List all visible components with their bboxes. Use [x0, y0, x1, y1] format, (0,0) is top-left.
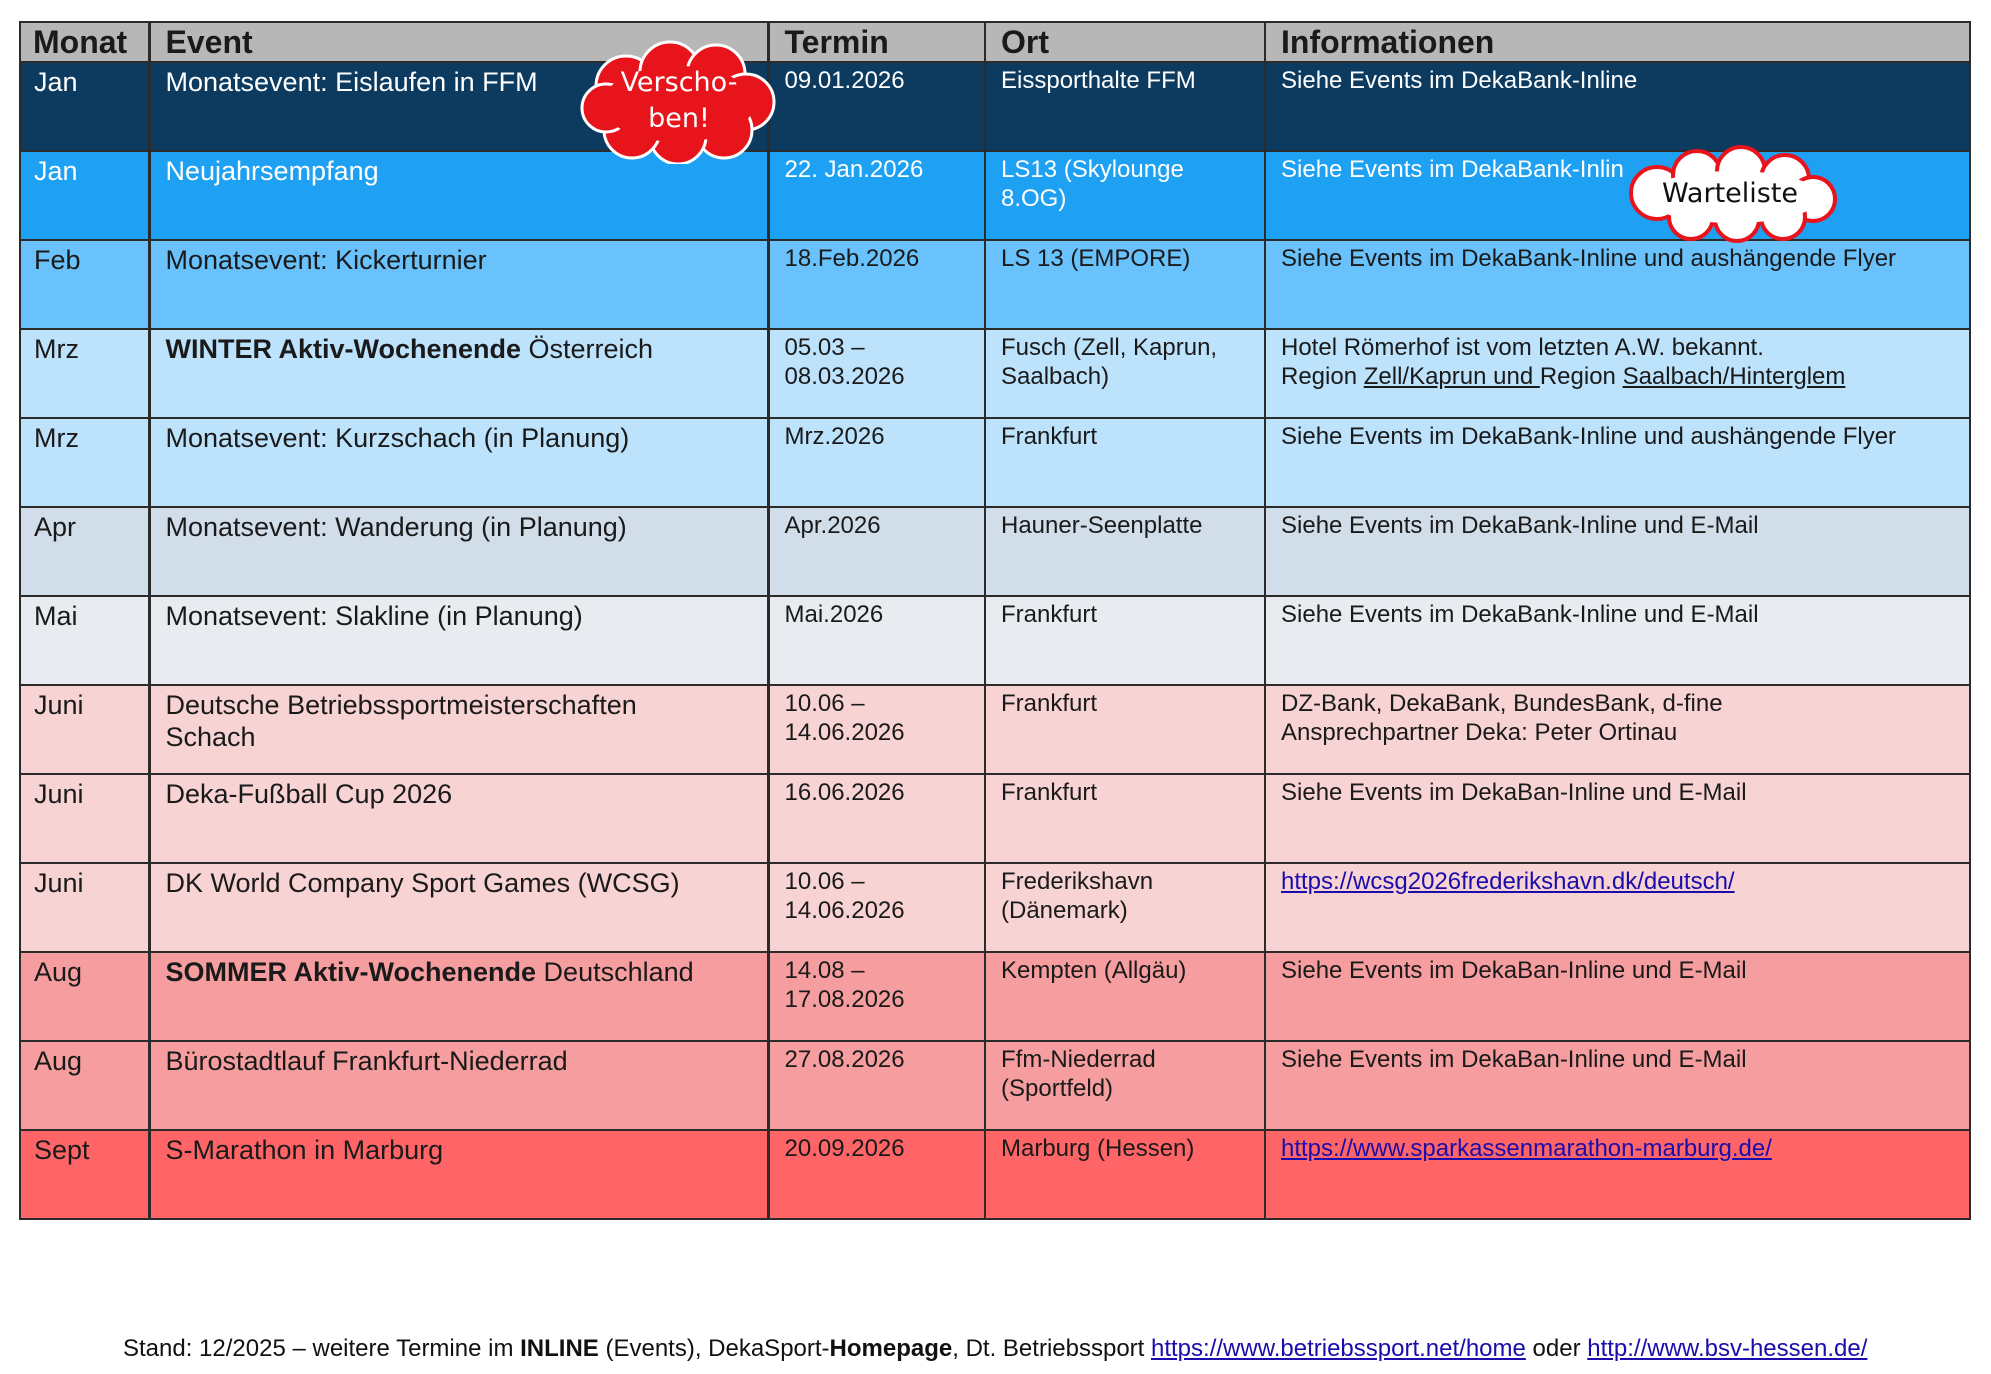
- cell-month: Juni: [20, 774, 149, 863]
- text-run: Stand: 12/2025 – weitere Termine im: [123, 1335, 521, 1362]
- text-run: Zell/Kaprun und: [1363, 363, 1540, 390]
- table-row: [20, 952, 1970, 1041]
- cell-line: 16.06.2026: [784, 779, 905, 806]
- text-run: Siehe Events im DekaBan-Inline und E-Mail: [1281, 779, 1747, 806]
- cell-line: [166, 333, 767, 365]
- cell-line: [1281, 333, 1969, 362]
- waitlist-label: Warteliste: [1661, 177, 1799, 209]
- text-run: Deutschland: [536, 957, 694, 987]
- waitlist-callout: [1613, 143, 1847, 243]
- text-run: Ansprechpartner Deka: Peter Ortinau: [1281, 719, 1678, 746]
- text-run: Siehe Events im DekaBank-Inline und aushängende Flyer: [1281, 245, 1897, 272]
- text-run: DZ-Bank, DekaBank, BundesBank, d-fine: [1281, 690, 1723, 717]
- cell-line: Ffm-Niederrad: [1001, 1046, 1156, 1073]
- cell-info: [1265, 863, 1970, 952]
- text-run: Siehe Events im DekaBank-Inline: [1281, 67, 1638, 94]
- cell-month: Aug: [20, 1041, 149, 1130]
- info-link[interactable]: https://wcsg2026frederikshavn.dk/deutsch/: [1281, 868, 1735, 895]
- cell-date: [768, 151, 985, 240]
- cell-line: LS 13 (EMPORE): [1001, 245, 1191, 272]
- text-run: Siehe Events im DekaBank-Inline und aushängende Flyer: [1281, 423, 1897, 450]
- cell-date: [768, 329, 985, 418]
- table-row: [20, 240, 1970, 329]
- cell-line: [166, 244, 767, 276]
- cell-event: [149, 863, 768, 952]
- cell-event: [149, 507, 768, 596]
- text-run: Siehe Events im DekaBank-Inlin: [1281, 156, 1624, 183]
- cell-line: Frankfurt: [1001, 423, 1098, 450]
- cell-location: [985, 62, 1265, 151]
- info-link[interactable]: https://www.betriebssport.net/home: [1151, 1335, 1526, 1362]
- cell-line: Frederikshavn: [1001, 868, 1154, 895]
- header-info: Informationen: [1265, 22, 1970, 62]
- header-date: Termin: [768, 22, 985, 62]
- cell-line: LS13 (Skylounge: [1001, 156, 1184, 183]
- cell-line: 27.08.2026: [784, 1046, 905, 1073]
- cell-location: [985, 774, 1265, 863]
- cell-line: 14.06.2026: [784, 719, 905, 746]
- cell-line: (Sportfeld): [1001, 1075, 1114, 1102]
- cell-month: Jan: [20, 151, 149, 240]
- cell-line: 14.06.2026: [784, 897, 905, 924]
- cell-info: [1265, 329, 1970, 418]
- text-run: SOMMER Aktiv-Wochenende: [165, 957, 537, 987]
- cell-date: [768, 507, 985, 596]
- text-run: DK World Company Sport Games (WCSG): [165, 868, 680, 898]
- cell-location: [985, 596, 1265, 685]
- cell-location: [985, 685, 1265, 774]
- cell-line: [1281, 66, 1969, 95]
- cell-date: [768, 596, 985, 685]
- table-row: [20, 329, 1970, 418]
- text-run: Monatsevent: Kickerturnier: [165, 245, 487, 275]
- cell-event: [149, 240, 768, 329]
- cell-line: (Dänemark): [1001, 897, 1128, 924]
- cell-location: [985, 240, 1265, 329]
- cell-month: Mrz: [20, 418, 149, 507]
- cell-line: [1281, 778, 1969, 807]
- cell-location: [985, 1041, 1265, 1130]
- cell-month: Mai: [20, 596, 149, 685]
- cell-line: [1281, 718, 1969, 747]
- cell-event: [149, 952, 768, 1041]
- cell-line: Kempten (Allgäu): [1001, 957, 1187, 984]
- table-row: [20, 596, 1970, 685]
- cell-info: [1265, 596, 1970, 685]
- cell-info: [1265, 952, 1970, 1041]
- table-row: [20, 1130, 1970, 1219]
- table-row: [20, 863, 1970, 952]
- header-event: Event: [149, 22, 768, 62]
- text-run: Siehe Events im DekaBank-Inline und E-Mail: [1281, 512, 1759, 539]
- cell-month: Feb: [20, 240, 149, 329]
- cell-line: [1281, 956, 1969, 985]
- cell-line: [166, 956, 767, 988]
- cell-line: Marburg (Hessen): [1001, 1135, 1195, 1162]
- cell-event: [149, 1041, 768, 1130]
- cell-date: [768, 240, 985, 329]
- cell-location: [985, 151, 1265, 240]
- cell-line: Fusch (Zell, Kaprun,: [1001, 334, 1218, 361]
- cell-line: [1281, 244, 1969, 273]
- postponed-label: Verscho-ben!: [620, 67, 738, 134]
- footer-note: [123, 1335, 1867, 1363]
- table-row: [20, 418, 1970, 507]
- cell-line: Frankfurt: [1001, 779, 1098, 806]
- cell-date: [768, 62, 985, 151]
- text-run: Region: [1539, 363, 1623, 390]
- cell-line: [166, 1045, 767, 1077]
- cell-line: [166, 511, 767, 543]
- cell-location: [985, 507, 1265, 596]
- cell-line: [1281, 600, 1969, 629]
- text-run: Österreich: [521, 334, 654, 364]
- text-run: Deutsche Betriebssportmeisterschaften: [165, 690, 637, 720]
- cell-date: [768, 418, 985, 507]
- text-run: Siehe Events im DekaBan-Inline und E-Mail: [1281, 957, 1747, 984]
- text-run: Siehe Events im DekaBank-Inline und E-Mail: [1281, 601, 1759, 628]
- header-location: Ort: [985, 22, 1265, 62]
- cell-line: [166, 721, 767, 753]
- text-run: Neujahrsempfang: [165, 156, 379, 186]
- cell-line: 22. Jan.2026: [784, 156, 924, 183]
- cell-info: [1265, 1130, 1970, 1219]
- cell-line: Frankfurt: [1001, 690, 1098, 717]
- cell-date: [768, 1130, 985, 1219]
- cell-month: Jan: [20, 62, 149, 151]
- cell-line: [166, 867, 767, 899]
- cell-line: [1281, 511, 1969, 540]
- cell-line: [166, 422, 767, 454]
- cell-event: [149, 1130, 768, 1219]
- table-row: [20, 1041, 1970, 1130]
- cell-month: Aug: [20, 952, 149, 1041]
- cell-month: Sept: [20, 1130, 149, 1219]
- text-run: (Events), DekaSport-: [598, 1335, 830, 1362]
- text-run: Hotel Römerhof ist vom letzten A.W. bekannt.: [1281, 334, 1764, 361]
- cell-line: [1281, 689, 1969, 718]
- cell-location: [985, 863, 1265, 952]
- cell-location: [985, 329, 1265, 418]
- info-link[interactable]: https://www.sparkassenmarathon-marburg.de/: [1281, 1135, 1772, 1162]
- cell-line: 05.03 –: [784, 334, 865, 361]
- cell-location: [985, 418, 1265, 507]
- text-run: , Dt. Betriebssport: [952, 1335, 1151, 1362]
- cell-line: 10.06 –: [784, 868, 865, 895]
- text-run: Monatsevent: Wanderung (in Planung): [165, 512, 627, 542]
- cell-month: Juni: [20, 685, 149, 774]
- cell-info: [1265, 685, 1970, 774]
- cell-location: [985, 952, 1265, 1041]
- cell-line: 14.08 –: [784, 957, 865, 984]
- cell-line: 08.03.2026: [784, 363, 905, 390]
- cell-line: [1281, 362, 1969, 391]
- cell-event: [149, 151, 768, 240]
- text-run: Region: [1281, 363, 1364, 390]
- cell-line: Saalbach): [1001, 363, 1110, 390]
- text-run: S-Marathon in Marburg: [165, 1135, 444, 1165]
- cell-line: 17.08.2026: [784, 986, 905, 1013]
- cell-line: 20.09.2026: [784, 1135, 905, 1162]
- cell-line: Eissporthalte FFM: [1001, 67, 1196, 94]
- cell-info: [1265, 240, 1970, 329]
- cell-info: [1265, 62, 1970, 151]
- cell-date: [768, 1041, 985, 1130]
- cell-line: [1281, 867, 1969, 896]
- text-run: INLINE: [520, 1335, 599, 1362]
- cell-month: Juni: [20, 863, 149, 952]
- table-row: [20, 507, 1970, 596]
- table-row: [20, 774, 1970, 863]
- cell-line: Hauner-Seenplatte: [1001, 512, 1203, 539]
- cell-date: [768, 685, 985, 774]
- cell-line: 8.OG): [1001, 185, 1067, 212]
- cell-line: [1281, 1134, 1969, 1163]
- text-run: Deka-Fußball Cup 2026: [165, 779, 453, 809]
- text-run: Schach: [165, 722, 256, 752]
- cell-info: [1265, 774, 1970, 863]
- cell-month: Mrz: [20, 329, 149, 418]
- cell-event: [149, 596, 768, 685]
- text-run: Monatsevent: Slakline (in Planung): [165, 601, 583, 631]
- cell-event: [149, 774, 768, 863]
- table-row: [20, 62, 1970, 151]
- cell-line: Frankfurt: [1001, 601, 1098, 628]
- table-row: [20, 685, 1970, 774]
- cell-line: 09.01.2026: [784, 67, 905, 94]
- cell-date: [768, 774, 985, 863]
- cell-date: [768, 952, 985, 1041]
- text-run: Monatsevent: Kurzschach (in Planung): [165, 423, 630, 453]
- cell-line: Mai.2026: [784, 601, 884, 628]
- text-run: Monatsevent: Eislaufen in FFM: [165, 67, 538, 97]
- cell-line: [1281, 1045, 1969, 1074]
- text-run: oder: [1525, 1335, 1588, 1362]
- cell-date: [768, 863, 985, 952]
- table-header-row: [20, 22, 1970, 62]
- cell-line: [166, 1134, 767, 1166]
- cell-line: 10.06 –: [784, 690, 865, 717]
- cell-line: Apr.2026: [784, 512, 881, 539]
- text-run: WINTER Aktiv-Wochenende: [165, 334, 522, 364]
- header-month: Monat: [20, 22, 149, 62]
- cell-line: [166, 600, 767, 632]
- cell-line: [166, 689, 767, 721]
- cell-event: [149, 685, 768, 774]
- cell-info: [1265, 418, 1970, 507]
- cell-event: [149, 418, 768, 507]
- info-link[interactable]: http://www.bsv-hessen.de/: [1587, 1335, 1868, 1362]
- cell-line: [1281, 422, 1969, 451]
- text-run: Siehe Events im DekaBan-Inline und E-Mail: [1281, 1046, 1747, 1073]
- cell-location: [985, 1130, 1265, 1219]
- cell-line: Mrz.2026: [784, 423, 885, 450]
- cell-info: [1265, 507, 1970, 596]
- text-run: Bürostadtlauf Frankfurt-Niederrad: [165, 1046, 568, 1076]
- text-run: Homepage: [829, 1335, 953, 1362]
- postponed-callout: [574, 38, 784, 164]
- cell-event: [149, 329, 768, 418]
- cell-month: Apr: [20, 507, 149, 596]
- text-run: Saalbach/Hinterglem: [1622, 363, 1846, 390]
- cell-line: 18.Feb.2026: [784, 245, 920, 272]
- cell-line: [166, 778, 767, 810]
- cell-info: [1265, 1041, 1970, 1130]
